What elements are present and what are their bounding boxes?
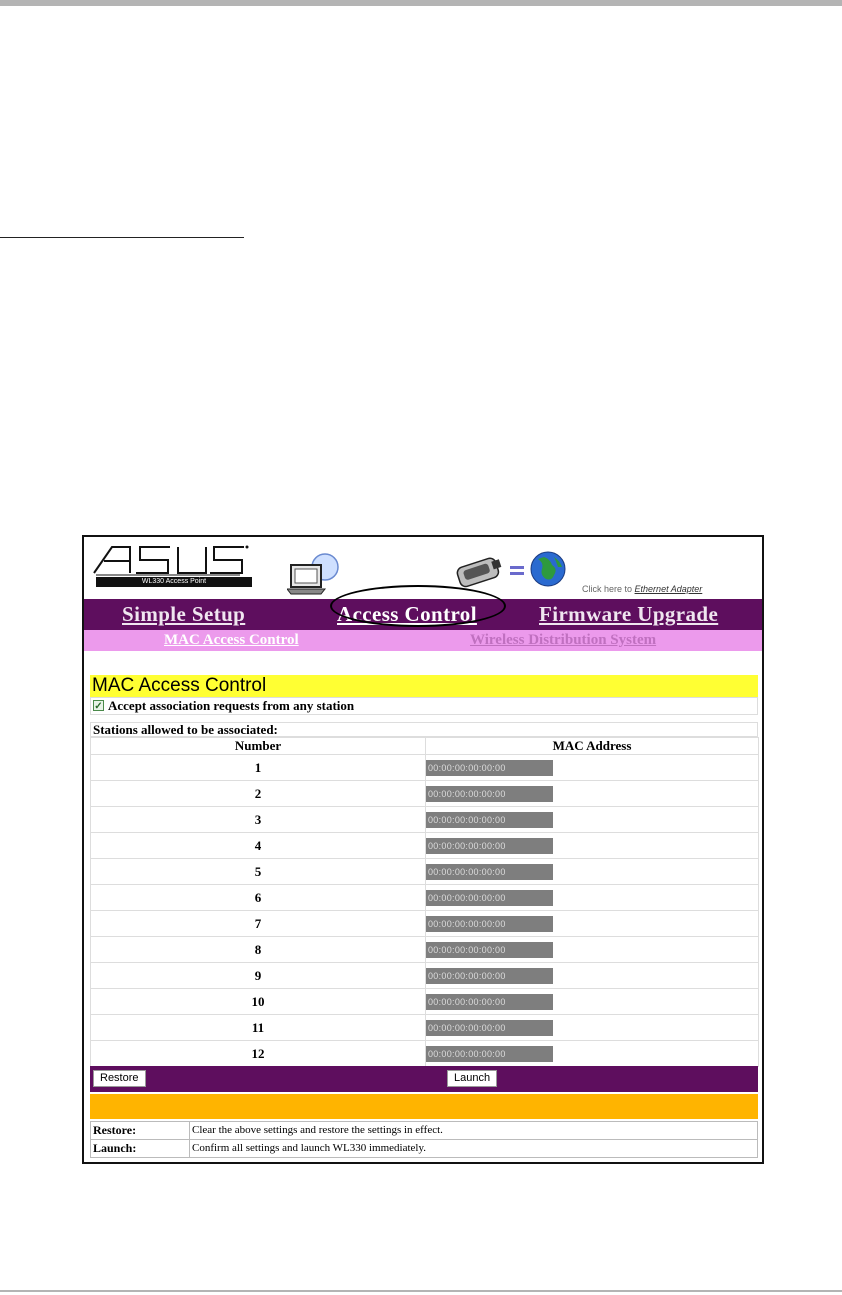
mac-cell	[426, 1041, 759, 1067]
table-row	[91, 833, 759, 859]
mac-cell	[426, 1015, 759, 1041]
accept-association-checkbox[interactable]: ✓	[94, 701, 103, 712]
subnav-mac-access-control[interactable]: MAC Access Control	[164, 632, 299, 648]
row-number: 6	[91, 885, 426, 911]
mac-address-field[interactable]: 00:00:00:00:00:00	[426, 890, 553, 906]
row-number: 10	[91, 989, 426, 1015]
sub-nav	[84, 630, 762, 651]
router-config-screenshot	[82, 535, 764, 1164]
subnav-wireless-distribution-system[interactable]: Wireless Distribution System	[470, 632, 657, 648]
help-key: Launch:	[91, 1140, 190, 1158]
row-number: 9	[91, 963, 426, 989]
mac-table	[90, 737, 759, 1067]
heading-underline	[0, 237, 244, 238]
mac-cell	[426, 937, 759, 963]
button-bar	[90, 1066, 758, 1092]
row-number: 2	[91, 781, 426, 807]
section-title: MAC Access Control	[90, 675, 758, 697]
launch-button[interactable]: Launch	[447, 1070, 497, 1087]
ethernet-adapter-icon	[454, 551, 566, 591]
table-row	[91, 911, 759, 937]
table-header-row	[91, 738, 759, 755]
highlight-circle	[330, 585, 506, 627]
table-row	[91, 885, 759, 911]
help-text: Clear the above settings and restore the settings in effect.	[190, 1122, 758, 1140]
status-bar	[90, 1094, 758, 1119]
table-row	[91, 1041, 759, 1067]
nav-access-control[interactable]: Access Control	[337, 602, 477, 626]
ethernet-adapter-hint	[582, 582, 762, 596]
mac-address-field[interactable]: 00:00:00:00:00:00	[426, 760, 553, 776]
page-bottom-rule	[0, 1290, 842, 1292]
hint-prefix: Click here to	[582, 584, 633, 594]
table-row	[91, 963, 759, 989]
row-number: 12	[91, 1041, 426, 1067]
ethernet-adapter-link[interactable]: Ethernet Adapter	[634, 584, 703, 594]
mac-address-field[interactable]: 00:00:00:00:00:00	[426, 786, 553, 802]
row-number: 7	[91, 911, 426, 937]
stations-label: Stations allowed to be associated:	[90, 722, 758, 737]
asus-logo	[90, 543, 250, 589]
header-number: Number	[91, 738, 426, 755]
row-number: 11	[91, 1015, 426, 1041]
mac-address-field[interactable]: 00:00:00:00:00:00	[426, 1020, 553, 1036]
laptop-icon	[287, 551, 347, 595]
table-row	[91, 781, 759, 807]
table-row	[91, 807, 759, 833]
mac-address-field[interactable]: 00:00:00:00:00:00	[426, 968, 553, 984]
mac-cell	[426, 885, 759, 911]
row-number: 3	[91, 807, 426, 833]
row-number: 8	[91, 937, 426, 963]
mac-cell	[426, 781, 759, 807]
mac-address-field[interactable]: 00:00:00:00:00:00	[426, 942, 553, 958]
page-top-rule	[0, 0, 842, 6]
accept-association-label: Accept association requests from any station	[108, 698, 355, 713]
nav-simple-setup[interactable]: Simple Setup	[122, 602, 246, 626]
model-label: WL330 Access Point	[96, 577, 252, 587]
help-row	[91, 1122, 758, 1140]
mac-cell	[426, 963, 759, 989]
help-row	[91, 1140, 758, 1158]
mac-cell	[426, 833, 759, 859]
table-row	[91, 755, 759, 781]
row-number: 4	[91, 833, 426, 859]
row-number: 1	[91, 755, 426, 781]
help-text: Confirm all settings and launch WL330 immediately.	[190, 1140, 758, 1158]
restore-button[interactable]: Restore	[93, 1070, 146, 1087]
mac-address-field[interactable]: 00:00:00:00:00:00	[426, 994, 553, 1010]
mac-address-field[interactable]: 00:00:00:00:00:00	[426, 864, 553, 880]
header-mac-address: MAC Address	[426, 738, 759, 755]
mac-address-field[interactable]: 00:00:00:00:00:00	[426, 1046, 553, 1062]
nav-firmware-upgrade[interactable]: Firmware Upgrade	[539, 602, 719, 626]
mac-cell	[426, 989, 759, 1015]
asus-logo-mark	[90, 543, 250, 577]
mac-address-field[interactable]: 00:00:00:00:00:00	[426, 916, 553, 932]
table-row	[91, 1015, 759, 1041]
mac-cell	[426, 859, 759, 885]
table-row	[91, 937, 759, 963]
mac-cell	[426, 911, 759, 937]
mac-address-field[interactable]: 00:00:00:00:00:00	[426, 838, 553, 854]
help-key: Restore:	[91, 1122, 190, 1140]
row-number: 5	[91, 859, 426, 885]
table-row	[91, 989, 759, 1015]
mac-cell	[426, 807, 759, 833]
mac-address-field[interactable]: 00:00:00:00:00:00	[426, 812, 553, 828]
help-table	[90, 1121, 758, 1158]
mac-cell	[426, 755, 759, 781]
table-row	[91, 859, 759, 885]
accept-association-row	[90, 697, 758, 715]
